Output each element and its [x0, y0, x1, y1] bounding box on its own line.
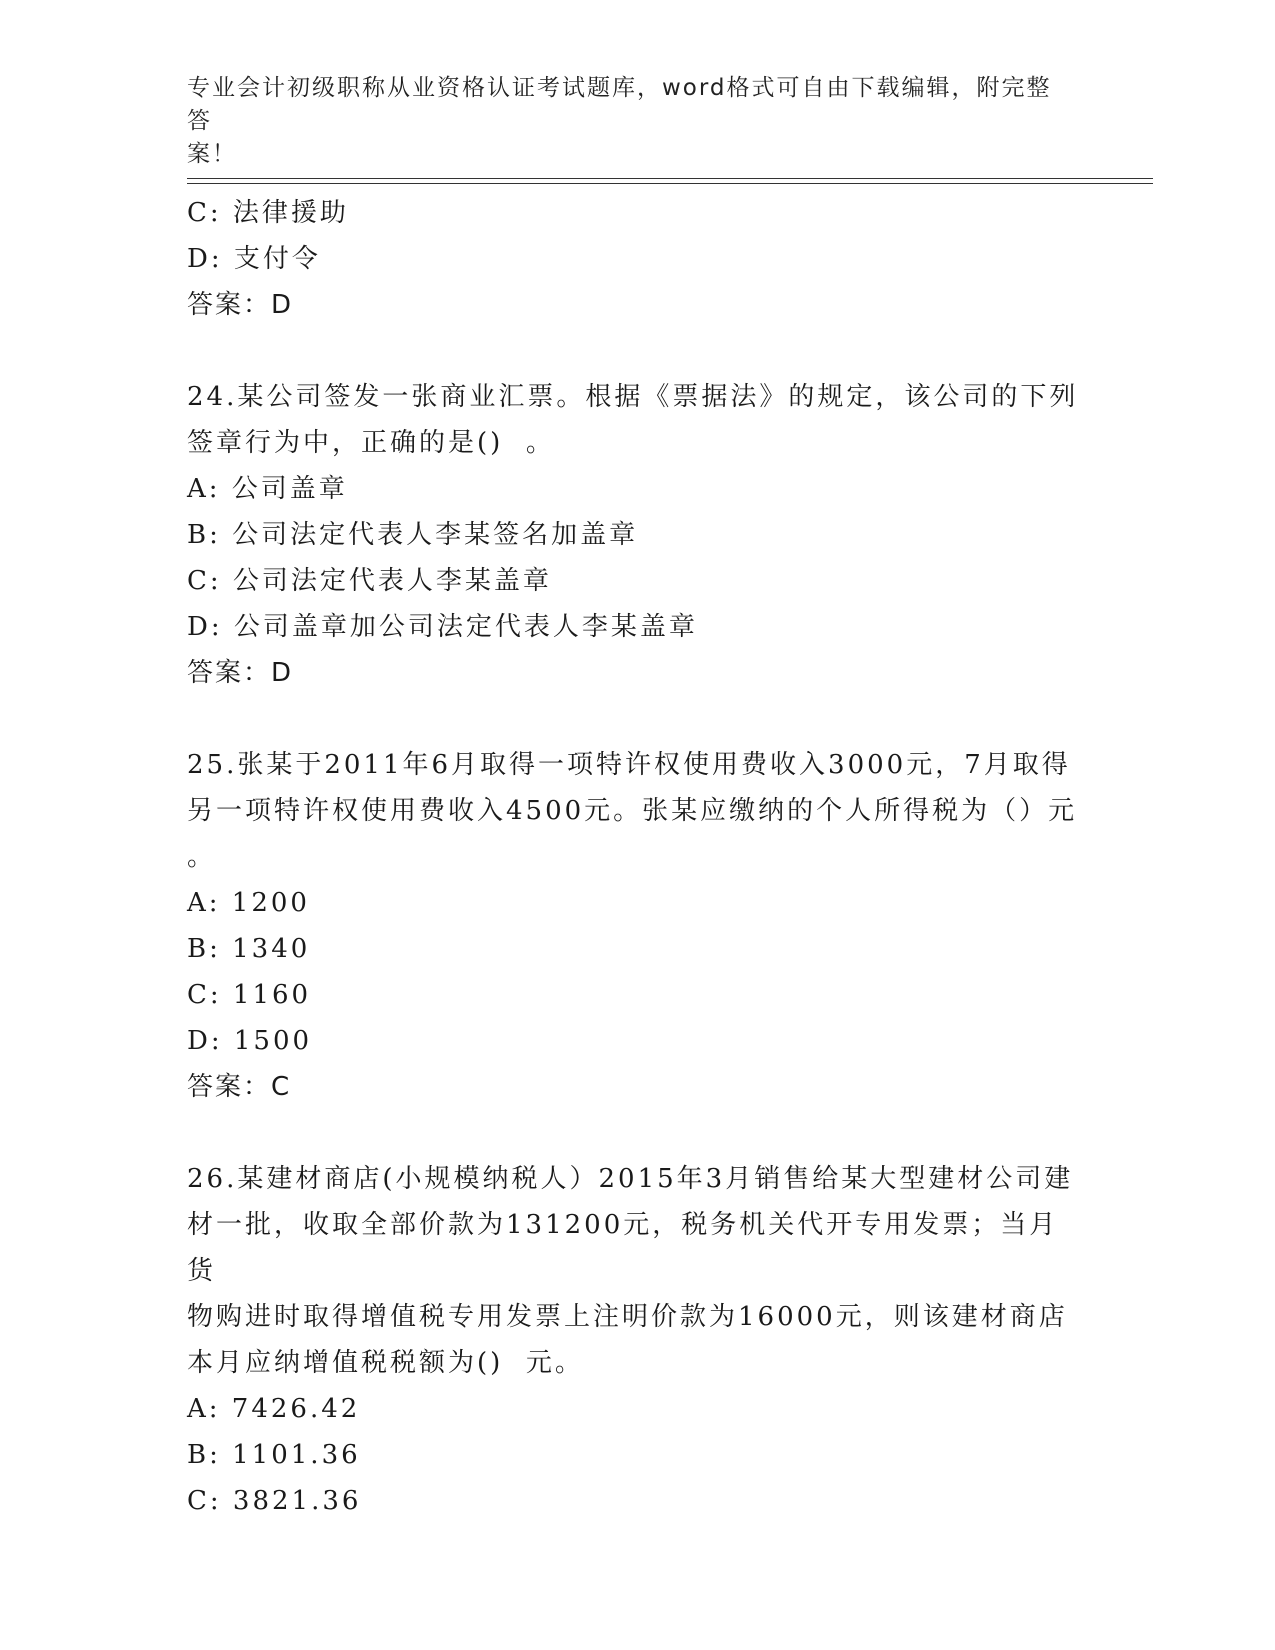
option-a: A: 7426.42: [187, 1394, 361, 1424]
header-divider-top: [187, 178, 1153, 179]
option-c: C: 3821.36: [187, 1486, 362, 1516]
question-text-line: 本月应纳增值税税额为() 元。: [187, 1348, 584, 1378]
option-d: D: 1500: [187, 1026, 313, 1056]
spacer: [187, 1110, 1087, 1156]
question-text-line: 签章行为中，正确的是() 。: [187, 428, 555, 458]
question-text-line: 物购进时取得增值税专用发票上注明价款为16000元，则该建材商店: [187, 1302, 1068, 1332]
question-text-line: 26.某建材商店(小规模纳税人）2015年3月销售给某大型建材公司建: [187, 1164, 1074, 1194]
question-24: [187, 374, 1087, 696]
question-text-line: 24.某公司签发一张商业汇票。根据《票据法》的规定，该公司的下列: [187, 382, 1079, 412]
option-d: D: 公司盖章加公司法定代表人李某盖章: [187, 612, 698, 642]
question-26: [187, 1156, 1087, 1524]
question-text-line: 材一批，收取全部价款为131200元，税务机关代开专用发票；当月货: [187, 1210, 1059, 1286]
option-c: C: 1160: [187, 980, 312, 1010]
question-text-line: 。: [187, 842, 217, 872]
option-b: B: 1340: [187, 934, 311, 964]
question-text-line: 另一项特许权使用费收入4500元。张某应缴纳的个人所得税为（）元: [187, 796, 1078, 826]
question-25: [187, 742, 1087, 1110]
page-header: [187, 72, 1067, 171]
option-b: B: 公司法定代表人李某签名加盖章: [187, 520, 639, 550]
answer-label: 答案：D: [187, 658, 294, 688]
header-line-1: 专业会计初级职称从业资格认证考试题库，word格式可自由下载编辑，附完整答: [187, 75, 1052, 134]
option-a: A: 公司盖章: [187, 474, 348, 504]
header-line-2: 案！: [187, 141, 237, 167]
answer-label: 答案：D: [187, 290, 294, 320]
option-b: B: 1101.36: [187, 1440, 361, 1470]
spacer: [187, 328, 1087, 374]
option-a: A: 1200: [187, 888, 310, 918]
spacer: [187, 696, 1087, 742]
answer-label: 答案：C: [187, 1072, 292, 1102]
header-divider-bottom: [187, 183, 1153, 184]
question-23: [187, 190, 1087, 328]
question-text-line: 25.张某于2011年6月取得一项特许权使用费收入3000元，7月取得: [187, 750, 1071, 780]
option-c: C: 法律援助: [187, 198, 349, 228]
question-list: [187, 190, 1087, 1524]
option-d: D: 支付令: [187, 244, 321, 274]
option-c: C: 公司法定代表人李某盖章: [187, 566, 552, 596]
